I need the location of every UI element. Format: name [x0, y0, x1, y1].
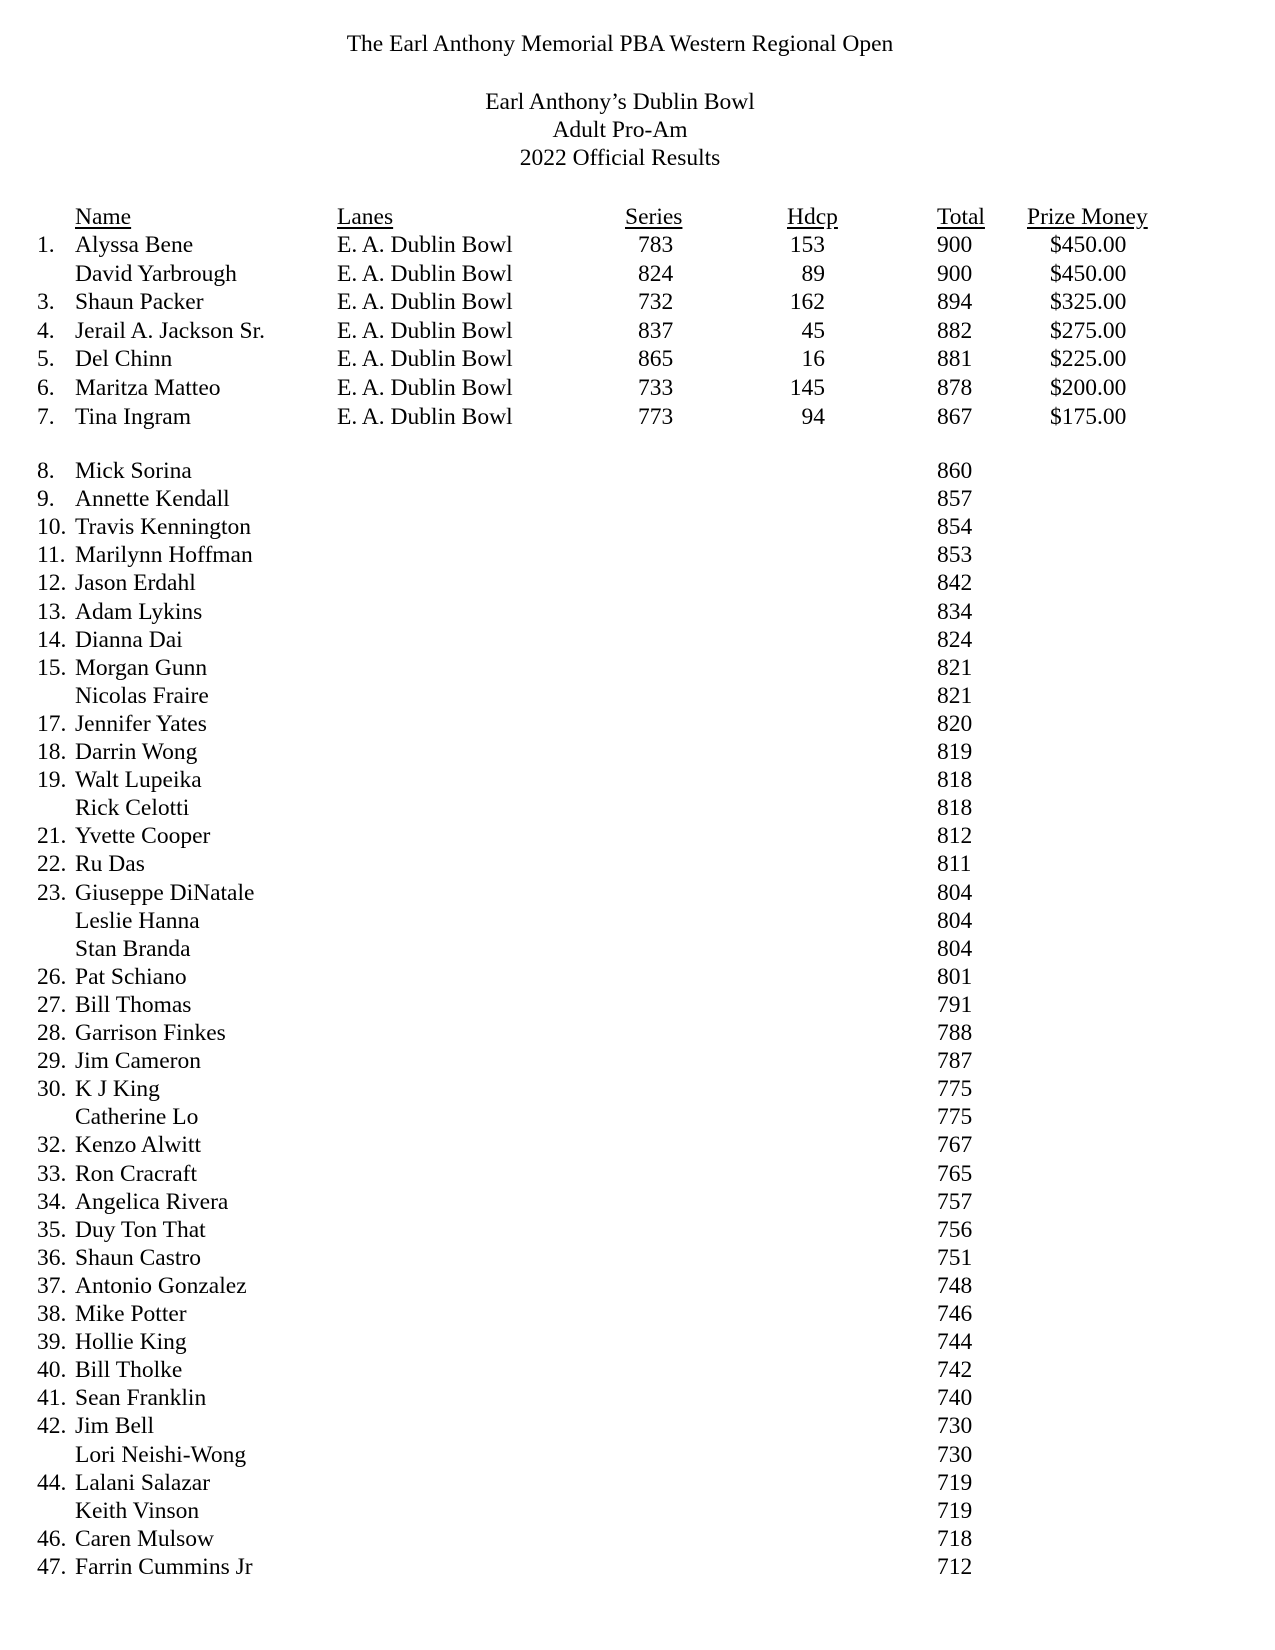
name-cell: Morgan Gunn — [75, 654, 208, 681]
rank-cell: 1. — [37, 232, 55, 258]
prize-winner-row — [0, 231, 1275, 259]
finisher-row — [0, 1188, 1275, 1216]
prize-cell: $450.00 — [1050, 232, 1127, 258]
total-cell: 748 — [937, 1272, 973, 1299]
finisher-row — [0, 485, 1275, 513]
total-cell: 854 — [937, 514, 973, 541]
name-cell: Pat Schiano — [75, 963, 187, 990]
prize-winner-row — [0, 374, 1275, 402]
name-cell: K J King — [75, 1076, 160, 1103]
total-cell: 811 — [937, 851, 972, 878]
name-cell: Ron Cracraft — [75, 1160, 198, 1187]
total-cell: 756 — [937, 1216, 973, 1243]
name-cell: Angelica Rivera — [75, 1188, 229, 1215]
rank-cell: 23. — [37, 879, 67, 906]
total-cell: 742 — [937, 1357, 973, 1384]
total-cell: 757 — [937, 1188, 973, 1215]
finisher-row — [0, 1216, 1275, 1244]
hdcp-cell: 45 — [801, 317, 825, 344]
total-cell: 775 — [937, 1076, 973, 1103]
total-cell: 787 — [937, 1048, 973, 1075]
total-cell: 730 — [937, 1413, 973, 1440]
name-cell: Alyssa Bene — [75, 232, 194, 258]
name-cell: Antonio Gonzalez — [75, 1272, 247, 1299]
total-cell: 882 — [937, 317, 973, 344]
name-cell: Tina Ingram — [75, 403, 191, 430]
rank-cell: 34. — [37, 1188, 67, 1215]
name-cell: David Yarbrough — [75, 260, 237, 287]
total-cell: 744 — [937, 1329, 973, 1356]
finisher-row — [0, 1553, 1275, 1581]
total-cell: 718 — [937, 1525, 973, 1552]
name-cell: Bill Tholke — [75, 1357, 183, 1384]
name-cell: Duy Ton That — [75, 1216, 206, 1243]
total-cell: 746 — [937, 1301, 973, 1327]
lanes-cell: E. A. Dublin Bowl — [337, 232, 513, 258]
total-cell: 857 — [937, 486, 973, 513]
hdcp-cell: 162 — [789, 289, 825, 316]
rank-cell: 18. — [37, 739, 67, 765]
total-cell: 900 — [937, 260, 973, 287]
total-cell: 821 — [937, 682, 973, 709]
prize-winner-row — [0, 260, 1275, 288]
finisher-row — [0, 822, 1275, 850]
name-cell: Jim Bell — [75, 1413, 154, 1440]
total-cell: 740 — [937, 1385, 973, 1412]
rank-cell: 29. — [37, 1048, 67, 1075]
name-cell: Del Chinn — [75, 346, 173, 373]
name-column-header: Name — [75, 204, 132, 230]
total-cell: 819 — [937, 739, 973, 765]
total-cell: 824 — [937, 626, 973, 653]
name-cell: Shaun Packer — [75, 289, 204, 316]
total-cell: 878 — [937, 375, 973, 401]
prize-cell: $450.00 — [1050, 260, 1127, 287]
total-cell: 853 — [937, 542, 973, 569]
name-cell: Nicolas Fraire — [75, 682, 209, 709]
series-cell: 773 — [638, 403, 674, 430]
finisher-row — [0, 1328, 1275, 1356]
name-cell: Sean Franklin — [75, 1385, 207, 1412]
total-cell: 775 — [937, 1104, 973, 1131]
total-cell: 804 — [937, 879, 973, 906]
rank-cell: 33. — [37, 1160, 67, 1187]
name-cell: Ru Das — [75, 851, 145, 878]
rank-cell: 11. — [37, 542, 66, 569]
total-cell: 791 — [937, 991, 973, 1018]
finisher-row — [0, 1047, 1275, 1075]
hdcp-column-header: Hdcp — [787, 204, 838, 230]
name-cell: Leslie Hanna — [75, 907, 200, 934]
finisher-row — [0, 710, 1275, 738]
prize-column-header: Prize Money — [1027, 204, 1148, 230]
rank-cell: 37. — [37, 1272, 67, 1299]
finisher-row — [0, 682, 1275, 710]
total-cell: 804 — [937, 907, 973, 934]
name-cell: Walt Lupeika — [75, 767, 202, 794]
finisher-row — [0, 541, 1275, 569]
name-cell: Marilynn Hoffman — [75, 542, 253, 569]
finisher-row — [0, 569, 1275, 597]
name-cell: Darrin Wong — [75, 739, 198, 765]
total-cell: 730 — [937, 1441, 973, 1468]
rank-cell: 12. — [37, 570, 67, 597]
finisher-row — [0, 1103, 1275, 1131]
name-cell: Jerail A. Jackson Sr. — [75, 317, 265, 344]
finisher-row — [0, 1131, 1275, 1159]
rank-cell: 35. — [37, 1216, 67, 1243]
lanes-cell: E. A. Dublin Bowl — [337, 317, 513, 344]
total-cell: 860 — [937, 458, 973, 484]
name-cell: Lori Neishi-Wong — [75, 1441, 247, 1468]
rank-cell: 42. — [37, 1413, 67, 1440]
series-cell: 837 — [638, 317, 674, 344]
venue-name: Earl Anthony’s Dublin Bowl — [485, 89, 755, 115]
finisher-row — [0, 850, 1275, 878]
series-cell: 865 — [638, 346, 674, 373]
prize-winner-row — [0, 345, 1275, 373]
rank-cell: 19. — [37, 767, 67, 794]
total-cell: 900 — [937, 232, 973, 258]
series-cell: 783 — [638, 232, 674, 258]
rank-cell: 3. — [37, 289, 55, 316]
total-cell: 751 — [937, 1244, 973, 1271]
rank-cell: 27. — [37, 991, 67, 1018]
name-cell: Kenzo Alwitt — [75, 1132, 201, 1159]
lanes-cell: E. A. Dublin Bowl — [337, 403, 513, 430]
finisher-row — [0, 1412, 1275, 1440]
lanes-cell: E. A. Dublin Bowl — [337, 375, 513, 401]
name-cell: Jim Cameron — [75, 1048, 201, 1075]
finisher-row — [0, 879, 1275, 907]
total-column-header: Total — [937, 204, 985, 230]
total-cell: 820 — [937, 710, 973, 737]
rank-cell: 32. — [37, 1132, 67, 1159]
rank-cell: 26. — [37, 963, 67, 990]
finisher-row — [0, 1441, 1275, 1469]
total-cell: 719 — [937, 1469, 973, 1496]
rank-cell: 8. — [37, 458, 55, 484]
name-cell: Rick Celotti — [75, 795, 190, 822]
rank-cell: 10. — [37, 514, 67, 541]
name-cell: Yvette Cooper — [75, 823, 211, 850]
finisher-row — [0, 654, 1275, 682]
rank-cell: 47. — [37, 1553, 67, 1580]
prize-winner-row — [0, 317, 1275, 345]
finisher-row — [0, 963, 1275, 991]
total-cell: 842 — [937, 570, 973, 597]
finisher-row — [0, 1384, 1275, 1412]
total-cell: 881 — [937, 346, 973, 373]
finisher-row — [0, 1244, 1275, 1272]
rank-cell: 44. — [37, 1469, 67, 1496]
name-cell: Garrison Finkes — [75, 1020, 226, 1046]
event-title: The Earl Anthony Memorial PBA Western Regional Open — [346, 31, 894, 57]
name-cell: Maritza Matteo — [75, 375, 221, 401]
total-cell: 821 — [937, 654, 973, 681]
lanes-cell: E. A. Dublin Bowl — [337, 289, 513, 316]
rank-cell: 21. — [37, 823, 67, 850]
rank-cell: 13. — [37, 598, 67, 625]
column-header-row — [0, 203, 1275, 231]
prize-winner-row — [0, 403, 1275, 431]
name-cell: Keith Vinson — [75, 1497, 200, 1524]
name-cell: Shaun Castro — [75, 1244, 201, 1271]
total-cell: 788 — [937, 1020, 973, 1046]
rank-cell: 14. — [37, 626, 67, 653]
hdcp-cell: 145 — [789, 375, 825, 401]
finisher-row — [0, 1356, 1275, 1384]
name-cell: Caren Mulsow — [75, 1525, 215, 1552]
rank-cell: 41. — [37, 1385, 67, 1412]
name-cell: Farrin Cummins Jr — [75, 1553, 253, 1580]
finisher-row — [0, 1300, 1275, 1328]
rank-cell: 40. — [37, 1357, 67, 1384]
finisher-row — [0, 1272, 1275, 1300]
series-column-header: Series — [625, 204, 683, 230]
division-name: Adult Pro-Am — [552, 117, 688, 143]
name-cell: Dianna Dai — [75, 626, 183, 653]
total-cell: 818 — [937, 795, 973, 822]
lanes-cell: E. A. Dublin Bowl — [337, 346, 513, 373]
name-cell: Hollie King — [75, 1329, 187, 1356]
prize-winner-row — [0, 288, 1275, 316]
finisher-row — [0, 1075, 1275, 1103]
name-cell: Annette Kendall — [75, 486, 230, 513]
prize-cell: $200.00 — [1050, 375, 1127, 401]
total-cell: 767 — [937, 1132, 973, 1159]
total-cell: 719 — [937, 1497, 973, 1524]
lanes-column-header: Lanes — [337, 204, 394, 230]
finisher-row — [0, 1497, 1275, 1525]
rank-cell: 39. — [37, 1329, 67, 1356]
hdcp-cell: 16 — [801, 346, 825, 373]
rank-cell: 7. — [37, 403, 55, 430]
series-cell: 824 — [638, 260, 674, 287]
rank-cell: 22. — [37, 851, 67, 878]
rank-cell: 17. — [37, 710, 67, 737]
name-cell: Mick Sorina — [75, 458, 192, 484]
rank-cell: 5. — [37, 346, 55, 373]
name-cell: Mike Potter — [75, 1301, 187, 1327]
finisher-row — [0, 513, 1275, 541]
total-cell: 894 — [937, 289, 973, 316]
total-cell: 765 — [937, 1160, 973, 1187]
finisher-row — [0, 794, 1275, 822]
prize-cell: $225.00 — [1050, 346, 1127, 373]
hdcp-cell: 153 — [789, 232, 825, 258]
rank-cell: 6. — [37, 375, 55, 401]
total-cell: 804 — [937, 935, 973, 962]
total-cell: 818 — [937, 767, 973, 794]
rank-cell: 30. — [37, 1076, 67, 1103]
total-cell: 812 — [937, 823, 973, 850]
rank-cell: 46. — [37, 1525, 67, 1552]
results-subtitle: 2022 Official Results — [519, 145, 721, 171]
finisher-row — [0, 1160, 1275, 1188]
finisher-row — [0, 598, 1275, 626]
rank-cell: 4. — [37, 317, 55, 344]
finisher-row — [0, 738, 1275, 766]
name-cell: Travis Kennington — [75, 514, 252, 541]
rank-cell: 36. — [37, 1244, 67, 1271]
rank-cell: 28. — [37, 1020, 67, 1046]
series-cell: 732 — [638, 289, 674, 316]
finisher-row — [0, 935, 1275, 963]
hdcp-cell: 94 — [801, 403, 825, 430]
rank-cell: 9. — [37, 486, 55, 513]
name-cell: Catherine Lo — [75, 1104, 199, 1131]
name-cell: Adam Lykins — [75, 598, 203, 625]
prize-cell: $325.00 — [1050, 289, 1127, 316]
name-cell: Giuseppe DiNatale — [75, 879, 255, 906]
finisher-row — [0, 1019, 1275, 1047]
prize-cell: $275.00 — [1050, 317, 1127, 344]
finisher-row — [0, 626, 1275, 654]
prize-cell: $175.00 — [1050, 403, 1127, 430]
rank-cell: 38. — [37, 1301, 67, 1327]
name-cell: Stan Branda — [75, 935, 191, 962]
finisher-row — [0, 1469, 1275, 1497]
finisher-row — [0, 907, 1275, 935]
finisher-row — [0, 766, 1275, 794]
series-cell: 733 — [638, 375, 674, 401]
total-cell: 834 — [937, 598, 973, 625]
name-cell: Jason Erdahl — [75, 570, 196, 597]
name-cell: Bill Thomas — [75, 991, 192, 1018]
hdcp-cell: 89 — [801, 260, 825, 287]
name-cell: Lalani Salazar — [75, 1469, 211, 1496]
rank-cell: 15. — [37, 654, 67, 681]
finisher-row — [0, 457, 1275, 485]
total-cell: 801 — [937, 963, 973, 990]
finisher-row — [0, 1525, 1275, 1553]
total-cell: 867 — [937, 403, 973, 430]
lanes-cell: E. A. Dublin Bowl — [337, 260, 513, 287]
name-cell: Jennifer Yates — [75, 710, 207, 737]
total-cell: 712 — [937, 1553, 973, 1580]
finisher-row — [0, 991, 1275, 1019]
